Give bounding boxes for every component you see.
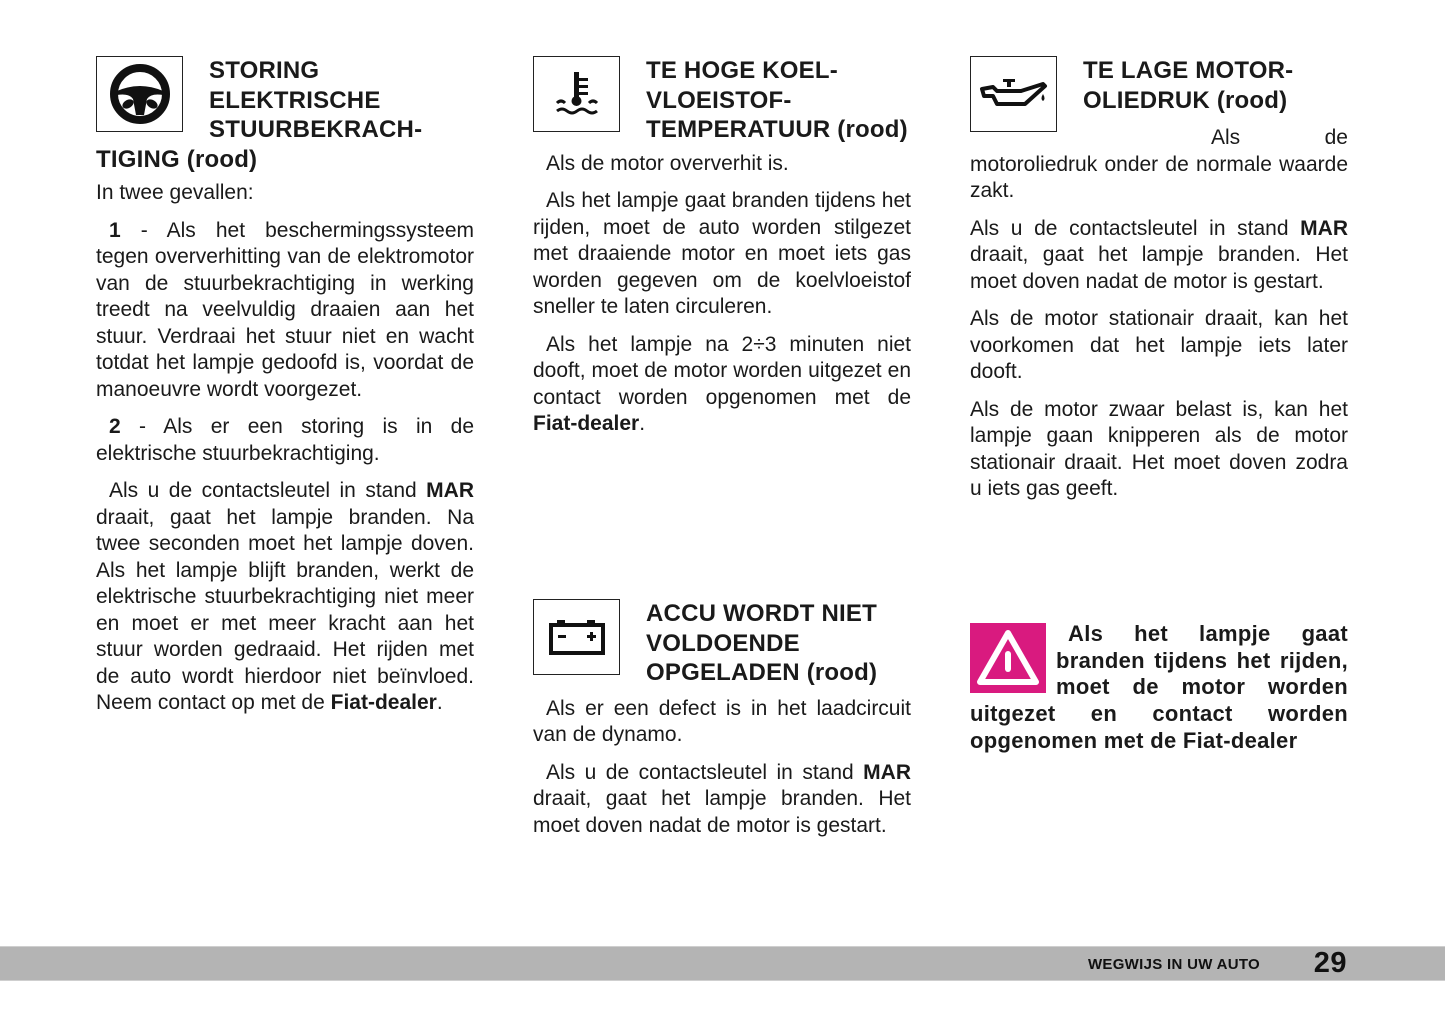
- page-number: 29: [1313, 947, 1347, 979]
- coolant-temperature-icon: [533, 56, 620, 132]
- ignition-text: Als u de contactsleutel in stand MAR draait, gaat het lampje branden. Het moet doven nadat de motor is gestart.: [970, 216, 1348, 293]
- ignition-text: Als u de contactsleutel in stand MAR draait, gaat het lampje branden. Na twee seconden moet het lampje doven. Als het lampje blijft branden, werkt de elektrische stuurbekrachtiging niet meer en moet er met meer kracht aan het stuur worden gedraaid. Het rijden met de auto wordt hierdoor niet beïnvloed. Neem contact op met de Fiat-dealer.: [96, 479, 474, 714]
- section-title: TE HOGE KOEL-VLOEISTOF-TEMPERATUUR (rood): [646, 57, 908, 143]
- section-header: [533, 56, 911, 145]
- load-text: Als de motor zwaar belast is, kan het lampje gaan knipperen als de motor stationair draait. Het moet doven zodra u iets gas geeft.: [970, 397, 1348, 500]
- section-header: [970, 56, 1348, 115]
- section-battery: [533, 599, 911, 850]
- steering-wheel-icon: [96, 56, 183, 132]
- driving-text: Als het lampje gaat branden tijdens het rijden, moet de auto worden stilgezet met draaiende motor en moet iets gas worden gegeven om de koelvloeistof sneller te laten circuleren.: [533, 189, 911, 318]
- warning-text: Als het lampje gaat branden tijdens het rijden, moet de motor worden uitgezet en contact worden opgenomen met de Fiat-dealer: [970, 621, 1348, 753]
- section-title: STORING ELEKTRISCHE STUURBEKRACH-TIGING (rood): [96, 57, 423, 173]
- warning-box: [970, 621, 1348, 755]
- intro-text: In twee gevallen:: [96, 181, 254, 204]
- section-header: [96, 56, 474, 174]
- section-coolant: [533, 56, 911, 449]
- defect-text: Als er een defect is in het laadcircuit van de dynamo.: [533, 696, 911, 746]
- pressure-text: Als de motoroliedruk onder de normale waarde zakt.: [970, 126, 1348, 202]
- oil-can-icon: [970, 56, 1057, 132]
- case-1-text: 1 - Als het beschermingssysteem tegen oververhitting van de elektromotor van de stuurbekrachtiging in werking treedt na veelvuldig draaien aan het stuur. Verdraai het stuur niet en wacht totdat het lampje gedoofd is, voordat de manoeuvre wordt voorgezet.: [96, 218, 474, 401]
- section-title: TE LAGE MOTOR-OLIEDRUK (rood): [1083, 57, 1294, 114]
- page-footer: [0, 946, 1445, 981]
- idle-text: Als de motor stationair draait, kan het voorkomen dat het lampje iets later dooft.: [970, 307, 1348, 383]
- battery-icon: [533, 599, 620, 675]
- case-2-text: 2 - Als er een storing is in de elektrische stuurbekrachtiging.: [96, 415, 474, 465]
- section-steering: [96, 56, 474, 728]
- warning-triangle-icon: [970, 623, 1046, 693]
- section-title: ACCU WORDT NIET VOLDOENDE OPGELADEN (rood): [646, 600, 878, 686]
- footer-section-title: WEGWIJS IN UW AUTO: [1087, 956, 1260, 973]
- section-header: [533, 599, 911, 688]
- section-oil-pressure: [970, 56, 1348, 514]
- ignition-text: Als u de contactsleutel in stand MAR draait, gaat het lampje branden. Het moet doven nadat de motor is gestart.: [533, 760, 911, 837]
- overheat-text: Als de motor oververhit is.: [546, 151, 789, 175]
- minutes-text: Als het lampje na 2÷3 minuten niet dooft, moet de motor worden uitgezet en contact worden opgenomen met de Fiat-dealer.: [533, 332, 911, 435]
